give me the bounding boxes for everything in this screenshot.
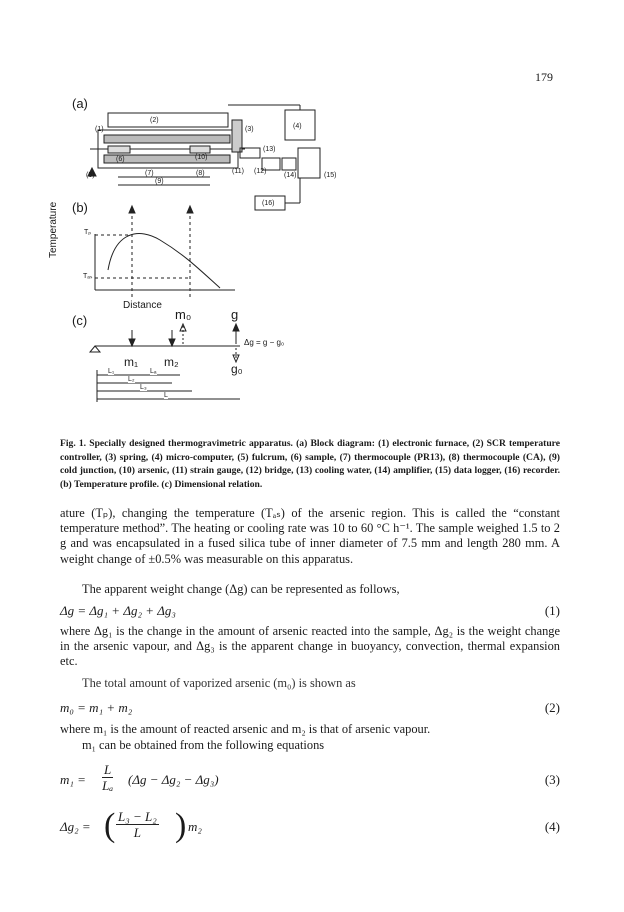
eq2-number: (2) [544,700,560,715]
figure-1 [0,0,624,430]
eq4-rhs: m₂ [188,819,202,834]
furnace-hatch-top [104,135,230,143]
panel-b-label: (b) [72,200,88,215]
paragraph-2: The apparent weight change (Δg) can be represented as follows, [82,582,400,596]
eq4-lhs: Δg₂ = [60,819,91,834]
label-8: (8) [196,170,205,177]
paragraph-4: The total amount of vaporized arsenic (m₀) is shown as [82,676,356,690]
c-L2: L₂ [128,376,135,383]
label-9: (9) [155,178,164,185]
equation-1 [60,603,560,625]
datalogger-box [298,148,320,178]
page-number: 179 [535,70,553,84]
label-10: (10) [195,154,208,161]
eq3-denominator: Lₐ [102,778,114,793]
label-7: (7) [145,170,154,177]
c-g: g [231,307,239,322]
arsenic-box [190,146,210,153]
label-13: (13) [263,146,276,153]
temperature-curve [108,234,220,288]
eq3-rhs: (Δg − Δg₂ − Δg₃) [128,772,219,787]
eq4-paren-right: ) [175,807,187,844]
label-15: (15) [324,172,337,179]
panel-c-label: (c) [72,313,88,328]
label-3: (3) [245,126,254,133]
equation-2 [60,700,560,722]
paragraph-3: where Δg₁ is the change in the amount of arsenic reacted into the sample, Δg₂ is the weight change in the arsenic vapour, and Δg₃ is the apparent change in buoyancy, convection, thermal expansion etc. [60,624,560,669]
c-m2: m₂ [164,355,179,369]
label-4: (4) [293,123,302,130]
c-L: L [164,392,168,399]
c-m0: m₀ [175,307,192,322]
label-11: (11) [232,168,244,175]
sample-box [108,146,130,153]
b-tp-label: Tₚ [84,229,92,236]
eq4-paren-left: ( [104,807,116,844]
c-m1: m₁ [124,355,139,369]
eq3-fraction [102,762,113,793]
b-tas-label: Tₐₛ [83,273,93,280]
panel-a-label: (a) [72,96,88,111]
paragraph-1: ature (Tₚ), changing the temperature (Tₐₛ) of the arsenic region. This is called the “constant temperature method”. The heating or cooling rate was 10 to 60 °C h⁻¹. The sample weighed 1.5 to 2 g and was encapsulated in a fused silica tube of inner diameter of 7.5 mm and length 280 mm. A weight change of ±0.5% was measurable on this apparatus. [60,506,560,566]
label-1: (1) [95,126,104,133]
c-L1: L₁ [108,368,115,375]
eq4-number: (4) [544,819,560,834]
label-5: (5) [86,172,95,179]
eq3-lhs: m₁ = [60,772,86,787]
figure-caption: Fig. 1. Specially designed thermogravimetric apparatus. (a) Block diagram: (1) electronic furnace, (2) SCR temperature controller, (3) spring, (4) micro-computer, (5) fulcrum, (6) sample, (7) thermocouple (PR13), (8) thermocouple (CA), (9) cold junction, (10) arsenic, (11) strain gauge, (12) bridge, (13) cooling water, (14) amplifier, (15) data logger, (16) recorder. (b) Temperature profile. (c) Dimensional relation. [60,438,560,490]
eq4-denominator: L [133,825,141,840]
c-La: Lₐ [150,368,157,375]
eq2-text: m₀ = m₁ + m₂ [60,700,133,715]
c-dg: Δg = g − g₀ [244,338,285,347]
b-xlabel: Distance [123,300,162,311]
equation-3 [60,760,560,800]
label-2: (2) [150,117,159,124]
c-g0: g₀ [231,362,243,376]
eq3-number: (3) [544,772,560,787]
label-14: (14) [284,172,297,179]
eq4-fraction [116,809,159,840]
spring-box [232,120,242,152]
b-ylabel: Temperature [48,201,59,258]
paragraph-6: m₁ can be obtained from the following equations [82,738,325,752]
eq4-numerator: L₃ − L₂ [118,809,157,824]
eq3-numerator: L [104,762,112,777]
label-6: (6) [116,156,125,163]
eq1-number: (1) [544,603,560,618]
equation-4 [60,806,560,850]
eq1-text: Δg = Δg₁ + Δg₂ + Δg₃ [60,603,176,618]
amplifier-box [282,158,296,170]
paragraph-5: where m₁ is the amount of reacted arsenic and m₂ is that of arsenic vapour. [60,722,431,736]
c-L3: L₃ [140,384,147,391]
label-12: (12) [254,168,267,175]
scr-controller-box [108,113,228,127]
label-16: (16) [262,200,275,207]
